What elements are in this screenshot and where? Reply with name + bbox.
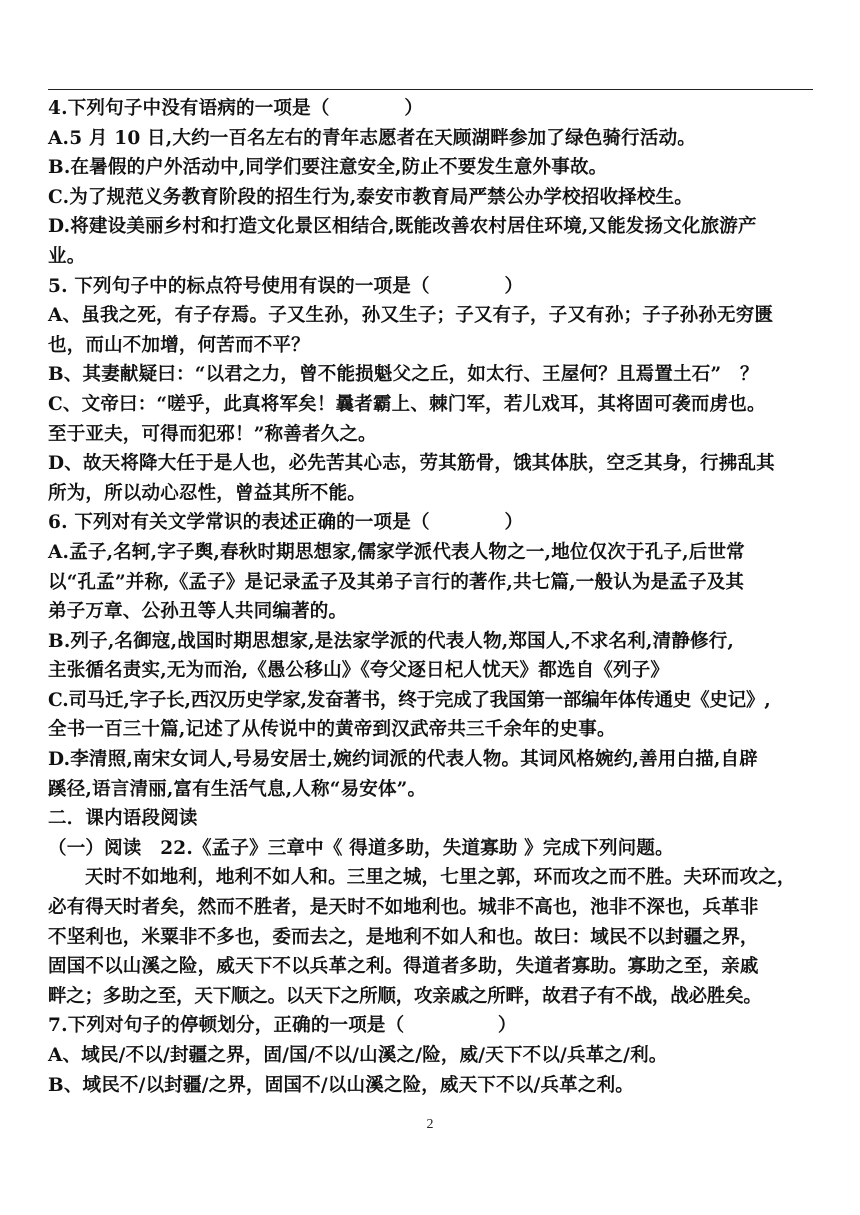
text-line: 4.下列句子中没有语病的一项是（ ） xyxy=(48,98,424,119)
text-line: 所为，所以动心忍性，曾益其所不能。 xyxy=(48,482,366,504)
text-line: A.孟子,名轲,字子舆,春秋时期思想家,儒家学派代表人物之一,地位仅次于孔子,后世常 xyxy=(48,541,745,563)
text-line: 不坚利也，米粟非不多也，委而去之，是地利不如人和也。故曰：域民不以封疆之界， xyxy=(48,926,759,948)
text-line: 也，而山不加增，何苦而不平？ xyxy=(48,334,310,356)
text-line: B、其妻献疑曰：“以君之力，曾不能损魁父之丘，如太行、王屋何？且焉置土石” ？ xyxy=(48,364,759,386)
text-line: 7.下列对句子的停顿划分，正确的一项是（ ） xyxy=(48,1015,517,1037)
text-line: 固国不以山溪之险，威天下不以兵革之利。得道者多助，失道者寡助。寡助之至，亲戚 xyxy=(48,956,759,978)
text-line: C、文帝曰：“嗟乎，此真将军矣！曩者霸上、棘门军，若儿戏耳，其将固可袭而虏也。 xyxy=(48,393,766,415)
text-line: 6. 下列对有关文学常识的表述正确的一项是（ ） xyxy=(48,512,524,534)
page-number: 2 xyxy=(426,1117,434,1132)
text-line: 弟子万章、公孙丑等人共同编著的。 xyxy=(48,601,348,623)
text-line: A、域民/不以/封疆之界，固/国/不以/山溪之/险，威/天下不以/兵革之/利。 xyxy=(48,1045,668,1066)
text-line: 主张循名责实,无为而治,《愚公移山》《夸父逐日杞人忧天》都选自《列子》 xyxy=(48,660,670,682)
text-line: C.为了规范义务教育阶段的招生行为,泰安市教育局严禁公办学校招收择校生。 xyxy=(48,186,693,208)
text-line: 蹊径,语言清丽,富有生活气息,人称“易安体”。 xyxy=(48,778,427,800)
text-line: B、域民不/以封疆/之界，固国不/以山溪之险，威天下不以/兵革之利。 xyxy=(48,1074,634,1096)
text-line: D、故天将降大任于是人也，必先苦其心志，劳其筋骨，饿其体肤，空乏其身，行拂乱其 xyxy=(48,453,775,475)
text-line: D.将建设美丽乡村和打造文化景区相结合,既能改善农村居住环境,又能发扬文化旅游产 xyxy=(48,216,757,238)
text-line: （一）阅读 22.《孟子》三章中《 得道多助，失道寡助 》完成下列问题。 xyxy=(48,837,674,859)
text-line: 5. 下列句子中的标点符号使用有误的一项是（ ） xyxy=(48,275,524,297)
text-line: 畔之；多助之至，天下顺之。以天下之所顺，攻亲戚之所畔，故君子有不战，战必胜矣。 xyxy=(48,985,762,1007)
text-line: B.列子,名御寇,战国时期思想家,是法家学派的代表人物,郑国人,不求名利,清静修行, xyxy=(48,630,735,652)
document-body xyxy=(48,94,816,1100)
text-line: 业。 xyxy=(48,245,86,267)
text-line: 以“孔孟”并称,《孟子》是记录孟子及其弟子言行的著作,共七篇,一般认为是孟子及其 xyxy=(48,571,745,593)
text-line: D.李清照,南宋女词人,号易安居士,婉约词派的代表人物。其词风格婉约,善用白描,自辟 xyxy=(48,749,758,771)
text-line: A、虽我之死，有子存焉。子又生孙，孙又生子；子又有子，子又有孙；子子孙孙无穷匮 xyxy=(48,305,774,327)
text-line: B.在暑假的户外活动中,同学们要注意安全,防止不要发生意外事故。 xyxy=(48,157,608,179)
header-rule xyxy=(48,89,813,90)
text-line: 二．课内语段阅读 xyxy=(48,808,198,830)
text-line: A.5 月 10 日,大约一百名左右的青年志愿者在天顾湖畔参加了绿色骑行活动。 xyxy=(48,127,696,149)
text-line: 全书一百三十篇,记述了从传说中的黄帝到汉武帝共三千余年的史事。 xyxy=(48,719,616,741)
text-line: 天时不如地利，地利不如人和。三里之城，七里之郭，环而攻之而不胜。夫环而攻之， xyxy=(85,867,796,889)
text-line: 至于亚夫，可得而犯邪！”称善者久之。 xyxy=(48,423,377,445)
text-line: 必有得天时者矣，然而不胜者，是天时不如地利也。城非不高也，池非不深也，兵革非 xyxy=(48,897,759,919)
text-line: C.司马迁,字子长,西汉历史学家,发奋著书，终于完成了我国第一部编年体传通史《史记》, xyxy=(48,689,771,711)
